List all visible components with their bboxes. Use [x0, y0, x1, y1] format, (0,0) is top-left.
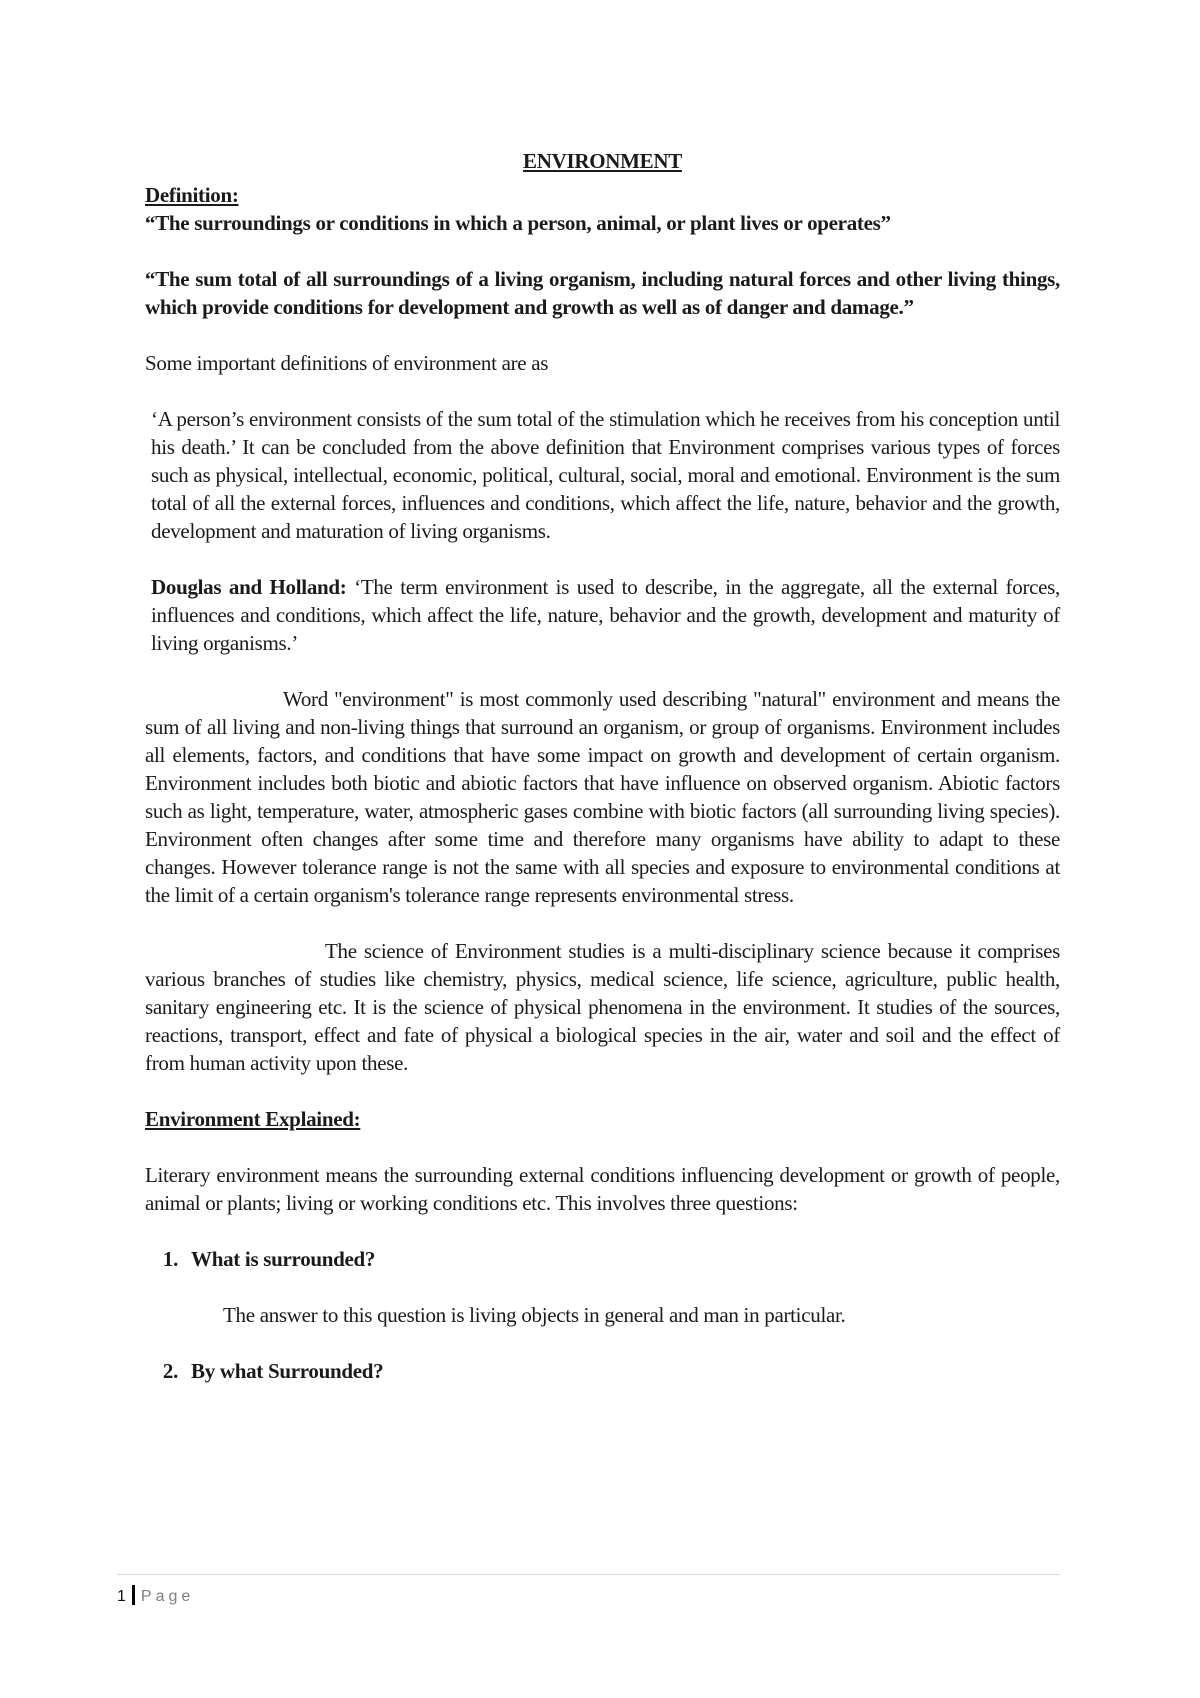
page-number: 1	[117, 1588, 126, 1605]
explained-heading: Environment Explained:	[145, 1107, 361, 1131]
definition-2: “The sum total of all surroundings of a living organism, including natural forces and other living things, which provide conditions for development and growth as well as of danger and damage.”	[145, 267, 1060, 319]
paragraph-douglas	[145, 573, 1060, 657]
document-title: ENVIRONMENT	[523, 149, 682, 173]
page-footer	[117, 1574, 1060, 1606]
paragraph-word: Word "environment" is most commonly used describing "natural" environment and means the sum of all living and non-living things that surround an organism, or group of organisms. Environment includes all elements, factors, and conditions that have some impact on growth and development of certain organism. Environment includes both biotic and abiotic factors that have influence on observed organism. Abiotic factors such as light, temperature, water, atmospheric gases combine with biotic factors (all surrounding living species). Environment often changes after some time and therefore many organisms have ability to adapt to these changes. However tolerance range is not the same with all species and exposure to environmental conditions at the limit of a certain organism's tolerance range represents environmental stress.	[145, 687, 1060, 907]
douglas-text: ‘The term environment is used to describe, in the aggregate, all the external forces, influences and conditions, which affect the life, nature, behavior and the growth, development and maturity of living organisms.’	[151, 575, 1060, 655]
paragraph-person: ‘A person’s environment consists of the sum total of the stimulation which he receives from his conception until his death.’ It can be concluded from the above definition that Environment comprises various types of forces such as physical, intellectual, economic, political, cultural, social, moral and emotional. Environment is the sum total of all the external forces, influences and conditions, which affect the life, nature, behavior and the growth, development and maturation of living organisms.	[151, 407, 1060, 543]
document-page	[145, 147, 1060, 1385]
answer-1: The answer to this question is living objects in general and man in particular.	[223, 1303, 846, 1327]
question-1: 1. What is surrounded?	[183, 1245, 1060, 1273]
intro-line: Some important definitions of environment are as	[145, 351, 549, 375]
question-2: 2. By what Surrounded?	[183, 1357, 1060, 1385]
footer-separator	[132, 1585, 135, 1605]
explained-text: Literary environment means the surrounding external conditions influencing development or growth of people, animal or plants; living or working conditions etc. This involves three questions:	[145, 1163, 1060, 1215]
definition-1: “The surroundings or conditions in which a person, animal, or plant lives or operates”	[145, 211, 891, 235]
douglas-label: Douglas and Holland:	[151, 575, 347, 599]
definition-heading: Definition:	[145, 183, 239, 207]
paragraph-science: The science of Environment studies is a multi-disciplinary science because it comprises various branches of studies like chemistry, physics, medical science, life science, agriculture, public health, sanitary engineering etc. It is the science of physical phenomena in the environment. It studies of the sources, reactions, transport, effect and fate of physical a biological species in the air, water and soil and the effect of from human activity upon these.	[145, 939, 1060, 1075]
page-label: Page	[140, 1588, 195, 1605]
